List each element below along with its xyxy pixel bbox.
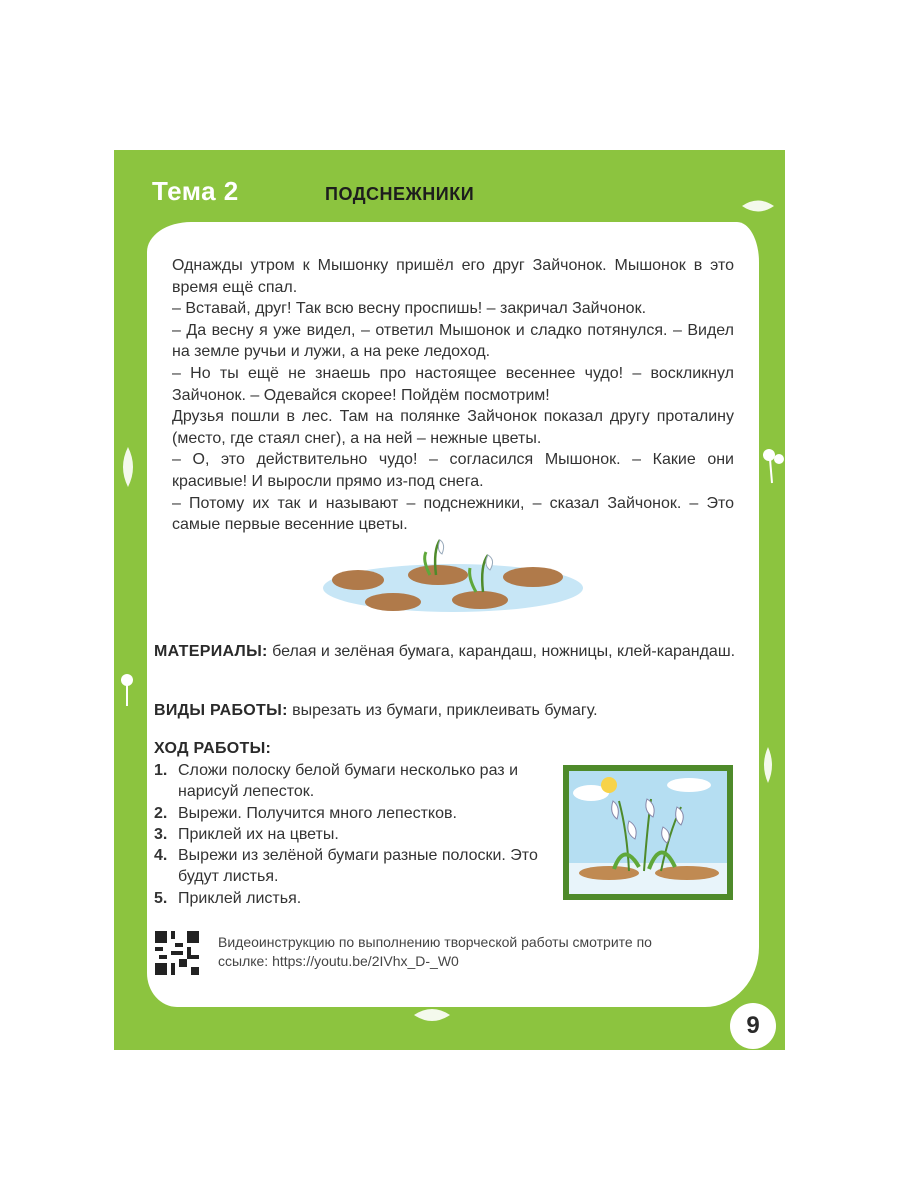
- snowdrop-craft-icon: [569, 771, 727, 894]
- story-paragraph: Друзья пошли в лес. Там на полянке Зайчонок показал другу проталину (место, где стаял снег), а на ней – нежные цветы.: [172, 408, 734, 447]
- step-item: [154, 803, 554, 824]
- step-text: Приклей их на цветы.: [178, 825, 339, 843]
- work-types-text: вырезать из бумаги, приклеивать бумагу.: [287, 702, 598, 719]
- step-text: Сложи полоску белой бумаги несколько раз и нарисуй лепесток.: [178, 762, 519, 801]
- step-number: 4.: [154, 847, 168, 865]
- step-number: 5.: [154, 889, 168, 907]
- story-paragraph: – Вставай, друг! Так всю весну проспишь! – закричал Зайчонок.: [172, 300, 647, 318]
- step-text: Вырежи из зелёной бумаги разные полоски. Это будут листья.: [178, 847, 538, 886]
- step-item: [154, 824, 554, 845]
- story-paragraph: – Но ты ещё не знаешь про настоящее весеннее чудо! – воскликнул Зайчонок. – Одевайся скорее! Пойдём посмотрим!: [172, 364, 734, 404]
- video-instruction-text: Видеоинструкцию по выполнению творческой работы смотрите по ссылке: https://youtu.be/2IVhx_D-_W0: [218, 934, 652, 969]
- leaf-decoration-icon: [760, 745, 776, 785]
- story-paragraph: Однажды утром к Мышонку пришёл его друг Зайчонок. Мышонок в это время ещё спал.: [172, 257, 734, 296]
- story-text: [172, 255, 734, 536]
- work-types-section: [154, 700, 736, 722]
- craft-example-image: [563, 765, 733, 900]
- step-number: 3.: [154, 825, 168, 843]
- story-paragraph: – Потому их так и называют – подснежники, – сказал Зайчонок. – Это самые первые весенние цветы.: [172, 494, 734, 534]
- step-text: Вырежи. Получится много лепестков.: [178, 804, 457, 822]
- procedure-steps: [154, 760, 554, 909]
- page-title: ПОДСНЕЖНИКИ: [325, 184, 475, 204]
- step-number: 2.: [154, 804, 168, 822]
- materials-text: белая и зелёная бумага, карандаш, ножницы, клей-карандаш.: [267, 643, 736, 660]
- snowdrops-illustration: [318, 530, 588, 620]
- step-text: Приклей листья.: [178, 889, 302, 907]
- topic-number: Тема 2: [152, 176, 239, 206]
- leaf-decoration-icon: [740, 195, 776, 217]
- story-paragraph: – Да весну я уже видел, – ответил Мышонок и сладко потянулся. – Видел на земле ручьи и лужи, а на реке ледоход.: [172, 321, 734, 361]
- flower-decoration-icon: [118, 672, 136, 708]
- step-item: [154, 845, 554, 888]
- step-item: [154, 888, 554, 909]
- procedure-label: ХОД РАБОТЫ:: [154, 740, 272, 757]
- qr-code-icon[interactable]: [155, 931, 199, 975]
- procedure-heading: [154, 738, 736, 760]
- leaf-decoration-icon: [412, 1003, 452, 1027]
- leaf-decoration-icon: [118, 445, 138, 489]
- flower-decoration-icon: [760, 445, 786, 485]
- work-types-label: ВИДЫ РАБОТЫ:: [154, 702, 288, 719]
- story-paragraph: – О, это действительно чудо! – согласился Мышонок. – Какие они красивые! И выросли прямо из-под снега.: [172, 451, 734, 490]
- step-item: [154, 760, 554, 803]
- materials-label: МАТЕРИАЛЫ:: [154, 643, 268, 660]
- step-number: 1.: [154, 762, 168, 779]
- materials-section: [154, 641, 736, 663]
- page-number: 9: [730, 1003, 776, 1049]
